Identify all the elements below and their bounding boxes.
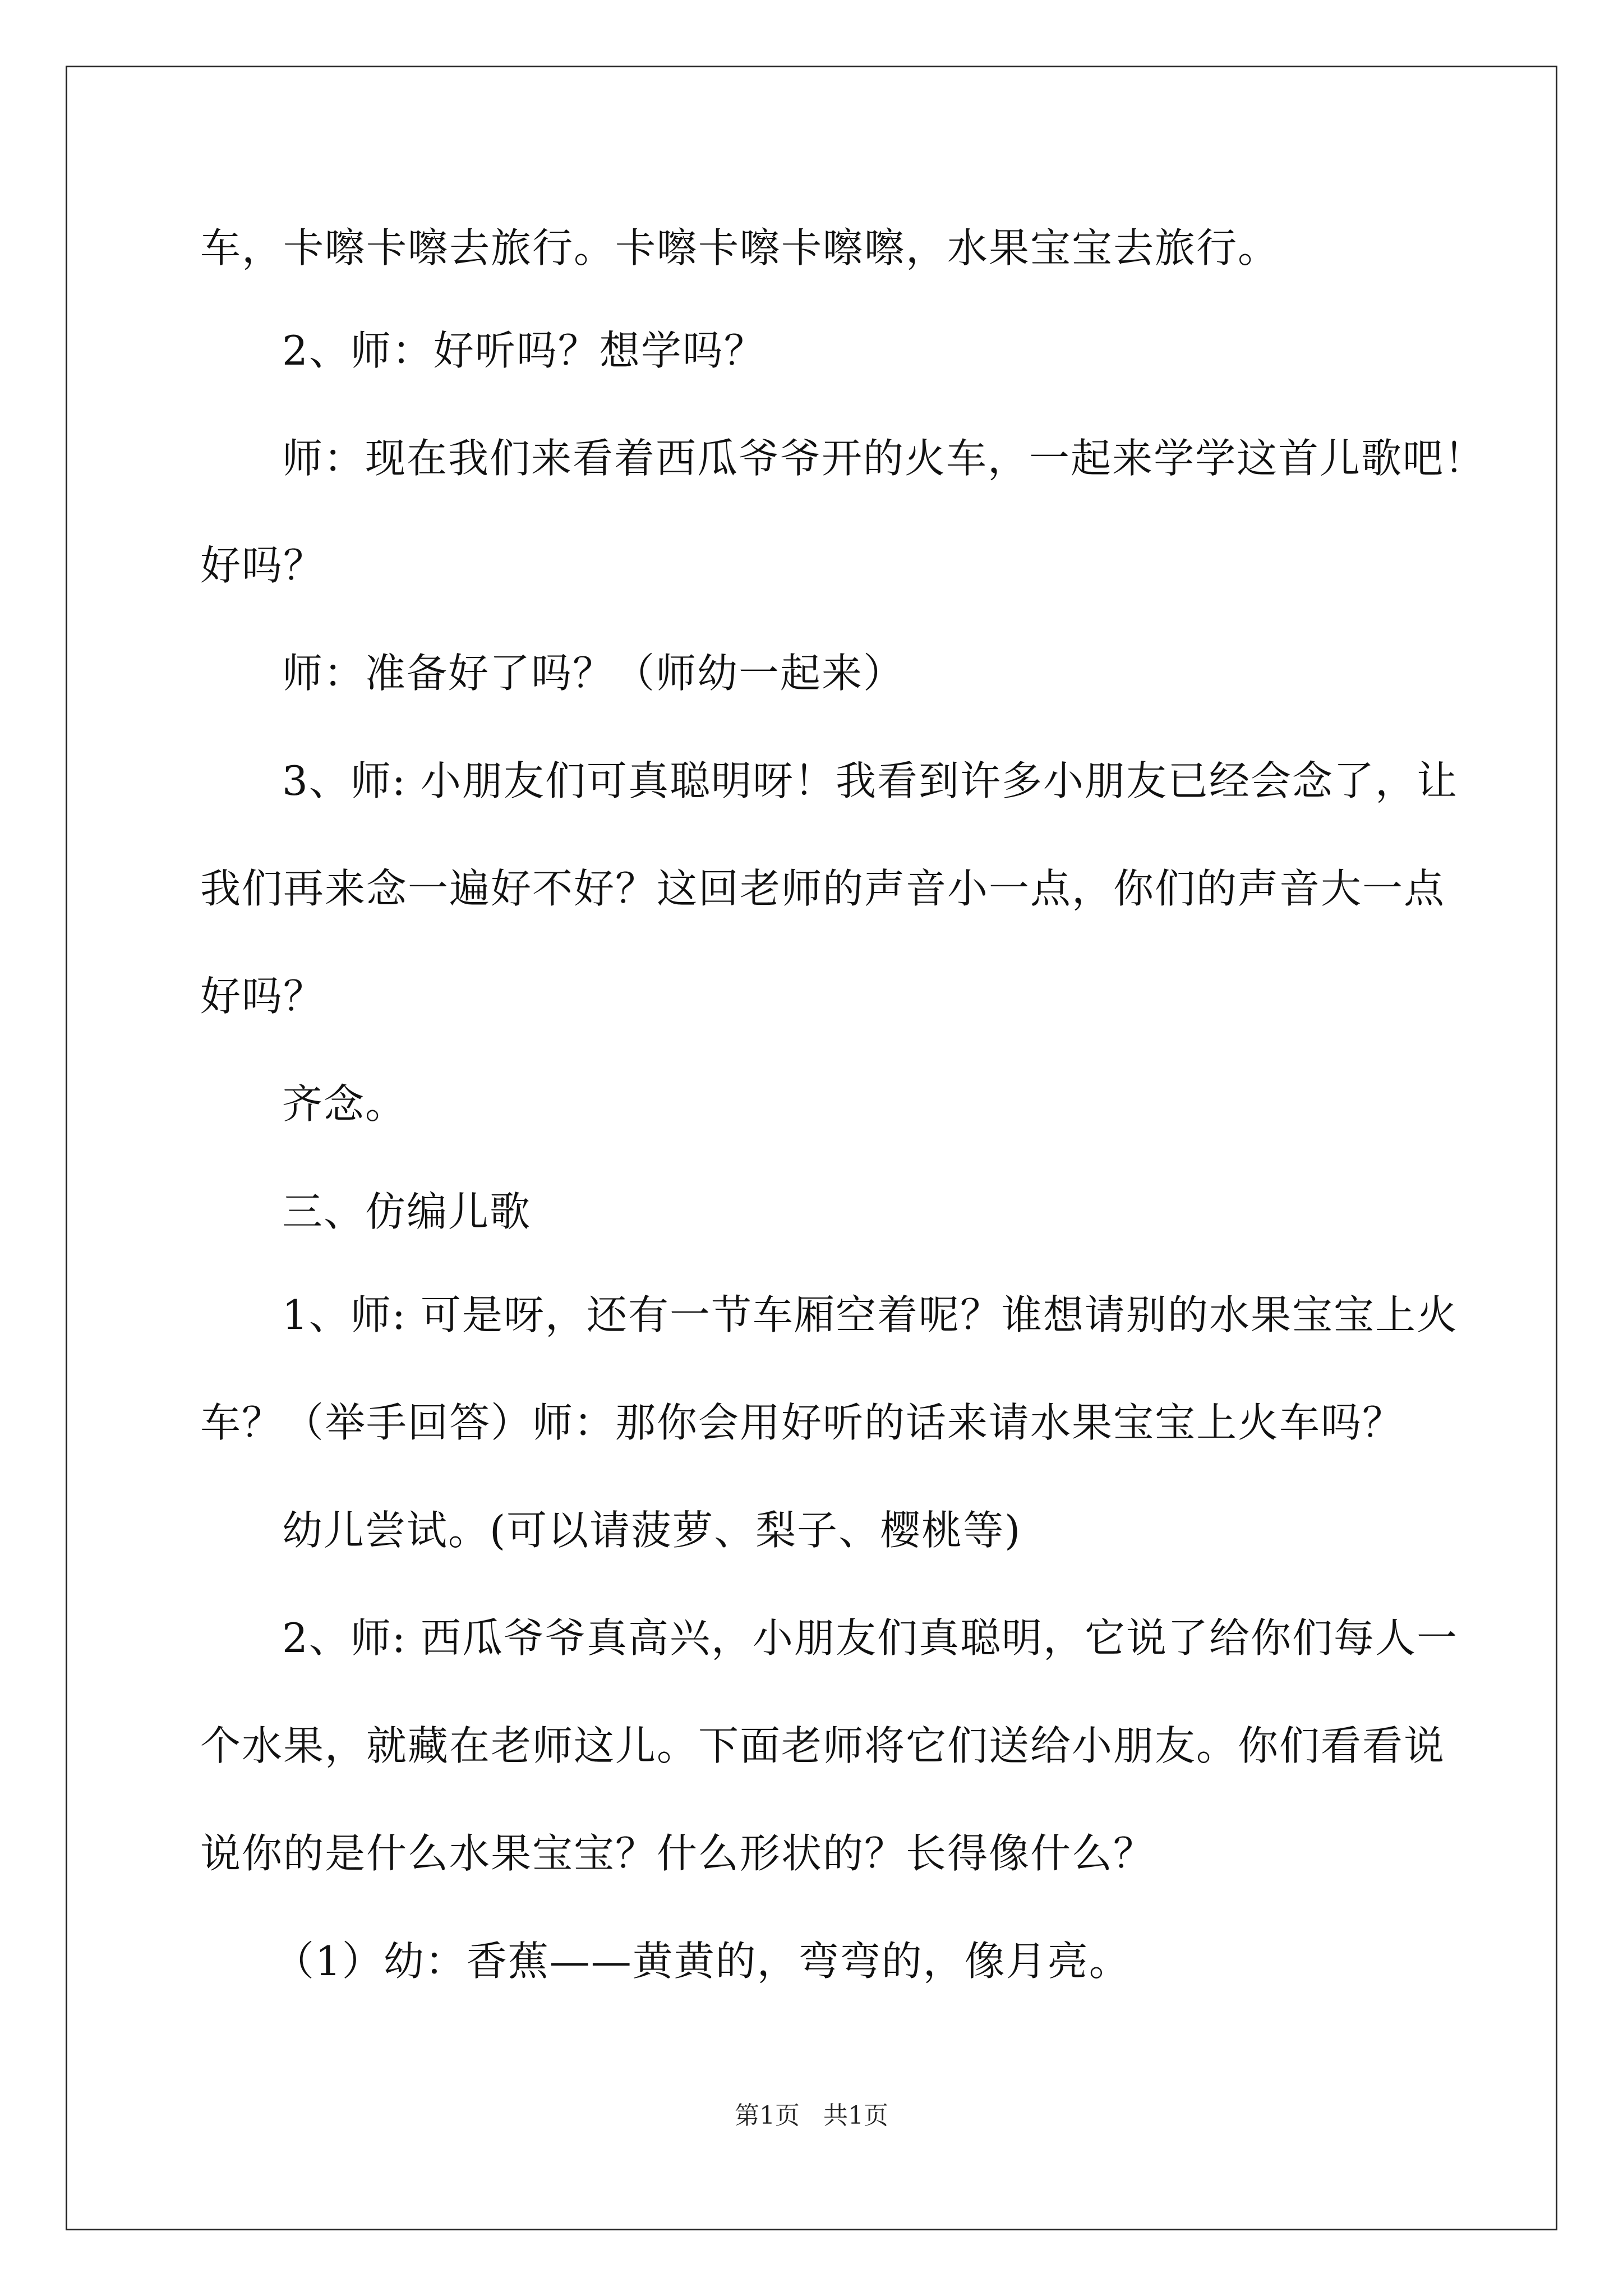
text-line-14: 2、师: 西瓜爷爷真高兴，小朋友们真聪明，它说了给你们每人一 — [282, 1614, 1458, 1662]
text-line-16: 说你的是什么水果宝宝？什么形状的？长得像什么？ — [200, 1830, 1155, 1877]
page-footer: 第1页 共1页 — [735, 2101, 888, 2130]
text-line-12: 车？（举手回答）师：那你会用好听的话来请水果宝宝上火车吗？ — [200, 1399, 1404, 1446]
text-line-5: 师：准备好了吗？（师幼一起来） — [282, 650, 905, 697]
text-line-15: 个水果，就藏在老师这儿。下面老师将它们送给小朋友。你们看看说 — [200, 1722, 1446, 1769]
section-heading: 三、仿编儿歌 — [282, 1188, 532, 1235]
text-line-6: 3、师: 小朋友们可真聪明呀！我看到许多小朋友已经会念了，让 — [282, 757, 1458, 804]
text-line-8: 好吗？ — [200, 973, 325, 1020]
text-line-4: 好吗？ — [200, 542, 325, 589]
text-line-1: 车，卡嚓卡嚓去旅行。卡嚓卡嚓卡嚓嚓，水果宝宝去旅行。 — [200, 224, 1280, 272]
text-line-9: 齐念。 — [282, 1080, 407, 1128]
text-line-7: 我们再来念一遍好不好？这回老师的声音小一点，你们的声音大一点 — [200, 865, 1446, 912]
text-line-3: 师：现在我们来看着西瓜爷爷开的火车，一起来学学这首儿歌吧！ — [282, 435, 1486, 482]
page-border — [66, 66, 1557, 2230]
text-line-17: （1）幼：香蕉——黄黄的，弯弯的，像月亮。 — [274, 1938, 1131, 1985]
text-line-13: 幼儿尝试。(可以请菠萝、梨子、樱桃等) — [282, 1507, 1022, 1554]
text-line-2: 2、师：好听吗？想学吗？ — [282, 327, 766, 374]
text-line-11: 1、师: 可是呀，还有一节车厢空着呢？谁想请别的水果宝宝上火 — [282, 1291, 1458, 1338]
